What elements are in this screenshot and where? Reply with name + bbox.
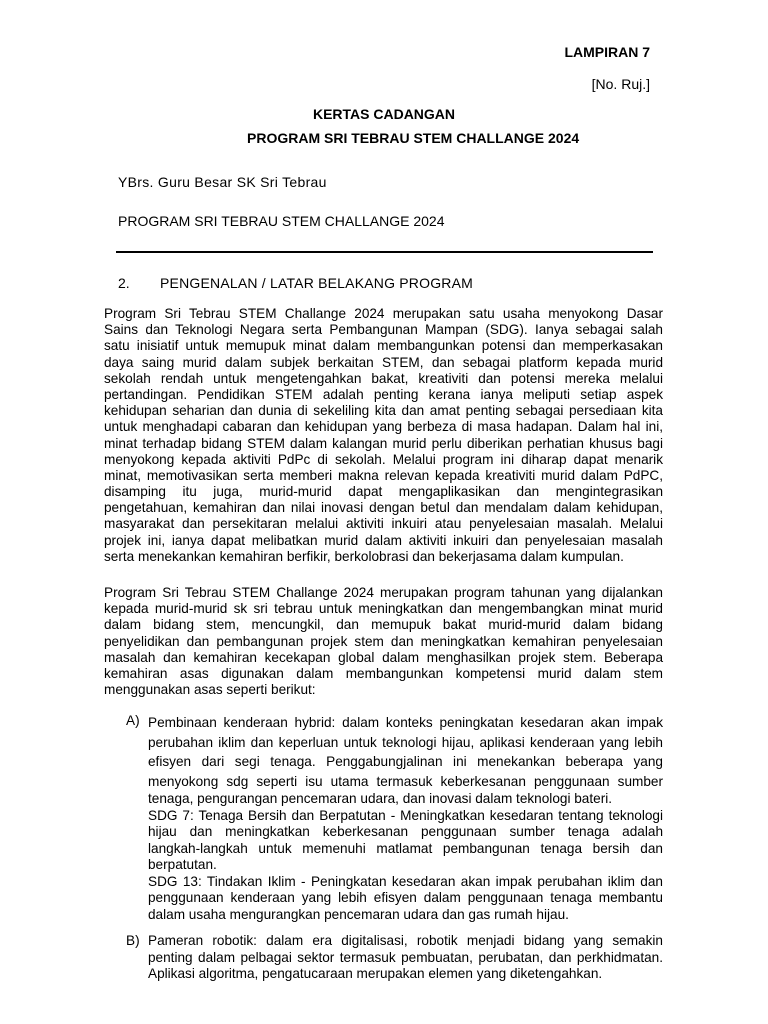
paragraph-line: untuk menghadapi cabaran dan kehidupan yang berbeza di masa hadapan. Dalam hal ini, [104, 419, 663, 435]
subject-line: PROGRAM SRI TEBRAU STEM CHALLANGE 2024 [118, 213, 445, 229]
list-item-line: menyokong sdg seperti isu utama termasuk keberkesanan penggunaan sumber [148, 773, 663, 789]
paragraph-line: Sains dan Teknologi Negara serta Pembangunan Mampan (SDG). Ianya sebagai salah [104, 322, 663, 338]
list-item-line: SDG 13: Tindakan Iklim - Peningkatan kesedaran akan impak perubahan iklim dan [148, 873, 663, 889]
list-item-body [148, 933, 663, 983]
paragraph-line: Program Sri Tebrau STEM Challange 2024 merupakan program tahunan yang dijalankan [104, 585, 663, 600]
lampiran-label: LAMPIRAN 7 [564, 44, 650, 60]
paragraph-line: penyelidikan dan pembangunan projek stem dan meningkatkan kemahiran penyelesaian [104, 633, 663, 649]
list-item-line: penting dalam pelbagai sektor termasuk pembuatan, perubatan, dan perkhidmatan. [148, 949, 663, 965]
section-number: 2. [118, 275, 130, 291]
document-title: KERTAS CADANGAN [312, 106, 456, 122]
addressee: YBrs. Guru Besar SK Sri Tebrau [118, 174, 327, 190]
paragraph-line: minat terhadap bidang STEM dalam kalangan murid perlu diberikan perhatian khusus bagi [104, 435, 663, 451]
list-item-line: berpatutan. [148, 857, 217, 872]
subject-underline [116, 251, 653, 253]
list-item-line: Pembinaan kenderaan hybrid: dalam konteks peningkatan kesedaran akan impak [148, 715, 663, 730]
paragraph-line: menyokong kepada aktiviti PdPc di sekolah. Melalui program ini diharap dapat menarik [104, 451, 663, 467]
paragraph-line: dalam bidang stem, mencungkil, dan memupuk bakat murid-murid dalam bidang [104, 617, 663, 633]
list-item-line: SDG 7: Tenaga Bersih dan Berpatutan - Meningkatkan kesedaran tentang teknologi [148, 807, 663, 823]
paragraph-program [104, 585, 663, 698]
paragraph-line: pertandingan. Pendidikan STEM adalah penting kerana ianya meliputi setiap aspek [104, 386, 663, 402]
paragraph-line: kepada murid-murid sk sri tebrau untuk meningkatkan dan mengembangkan minat murid [104, 601, 663, 617]
paragraph-line: satu inisiatif untuk memupuk minat dalam membangunkan potensi dan memperkasakan [104, 338, 663, 354]
paragraph-line: kemahiran asas digunakan dalam membangunkan kompetensi murid dalam stem [104, 665, 663, 681]
paragraph-introduction [104, 306, 663, 565]
list-item-label: B) [126, 933, 140, 948]
paragraph-line: menggunakan asas seperti berikut: [104, 682, 316, 698]
list-item-line: dalam usaha mengurangkan pencemaran udara dan gas rumah hijau. [148, 906, 569, 922]
paragraph-line: masalah dan kemahiran kecekapan global dalam menghasilkan projek stem. Beberapa [104, 649, 663, 665]
paragraph-line: serta menekankan kemahiran berfikir, berkolobrasi dan bekerjasama dalam kumpulan. [104, 548, 624, 564]
paragraph-line: kehidupan seharian dan dunia di sekeliling kita dan amat penting sebagai persediaan kita [104, 403, 663, 419]
list-item-body [148, 713, 663, 923]
paragraph-line: sekolah rendah untuk mengetengahkan bakat, kreativiti dan potensi mereka melalui [104, 370, 663, 386]
list-item-label: A) [126, 713, 140, 728]
paragraph-line: pengetahuan, kemahiran dan nilai inovasi dengan betul dan mendalam dalam kehidupan, [104, 500, 663, 516]
paragraph-line: daya saing murid dalam subjek berkaitan STEM, dan sebagai platform kepada murid [104, 354, 663, 370]
list-item-line: tenaga, pengurangan pencemaran udara, dan inovasi dalam teknologi bateri. [148, 791, 613, 806]
paragraph-line: disamping itu juga, murid-murid dapat mengaplikasikan dan mengintegrasikan [104, 484, 663, 500]
section-title: PENGENALAN / LATAR BELAKANG PROGRAM [160, 275, 474, 291]
paragraph-line: Program Sri Tebrau STEM Challange 2024 merupakan satu usaha menyokong Dasar [104, 306, 663, 321]
paragraph-line: masyarakat dan persekitaran melalui aktiviti inkuiri atau penyelesaian masalah. Melalui [104, 516, 663, 532]
list-item-line: langkah-langkah untuk memenuhi matlamat pembangunan tenaga bersih dan [148, 840, 663, 856]
list-item-line: perubahan iklim dan keperluan untuk teknologi hijau, aplikasi kenderaan yang lebih [148, 734, 663, 750]
reference-number: [No. Ruj.] [591, 76, 650, 92]
list-item-line: Aplikasi algoritma, pengatucaraan merupakan elemen yang diketengahkan. [148, 966, 603, 981]
program-title: PROGRAM SRI TEBRAU STEM CHALLANGE 2024 [247, 130, 580, 146]
paragraph-line: projek ini, ianya dapat melibatkan murid dalam aktiviti inkuiri dan penyelesaian masalah [104, 532, 663, 548]
list-item-line: penggunaan kenderaan yang lebih efisyen dalam penggunaan tenaga membantu [148, 890, 663, 905]
list-item-line: efisyen dari segi tenaga. Penggabungjalinan ini menekankan beberapa yang [148, 754, 663, 769]
paragraph-line: minat, memotivasikan serta memberi makna relevan kepada kreativiti murid dalam PdPC, [104, 467, 663, 483]
list-item-line: hijau dan meningkatkan keberkesanan penggunaan sumber tenaga adalah [148, 824, 663, 839]
list-item-line: Pameran robotik: dalam era digitalisasi, robotik menjadi bidang yang semakin [148, 933, 663, 948]
